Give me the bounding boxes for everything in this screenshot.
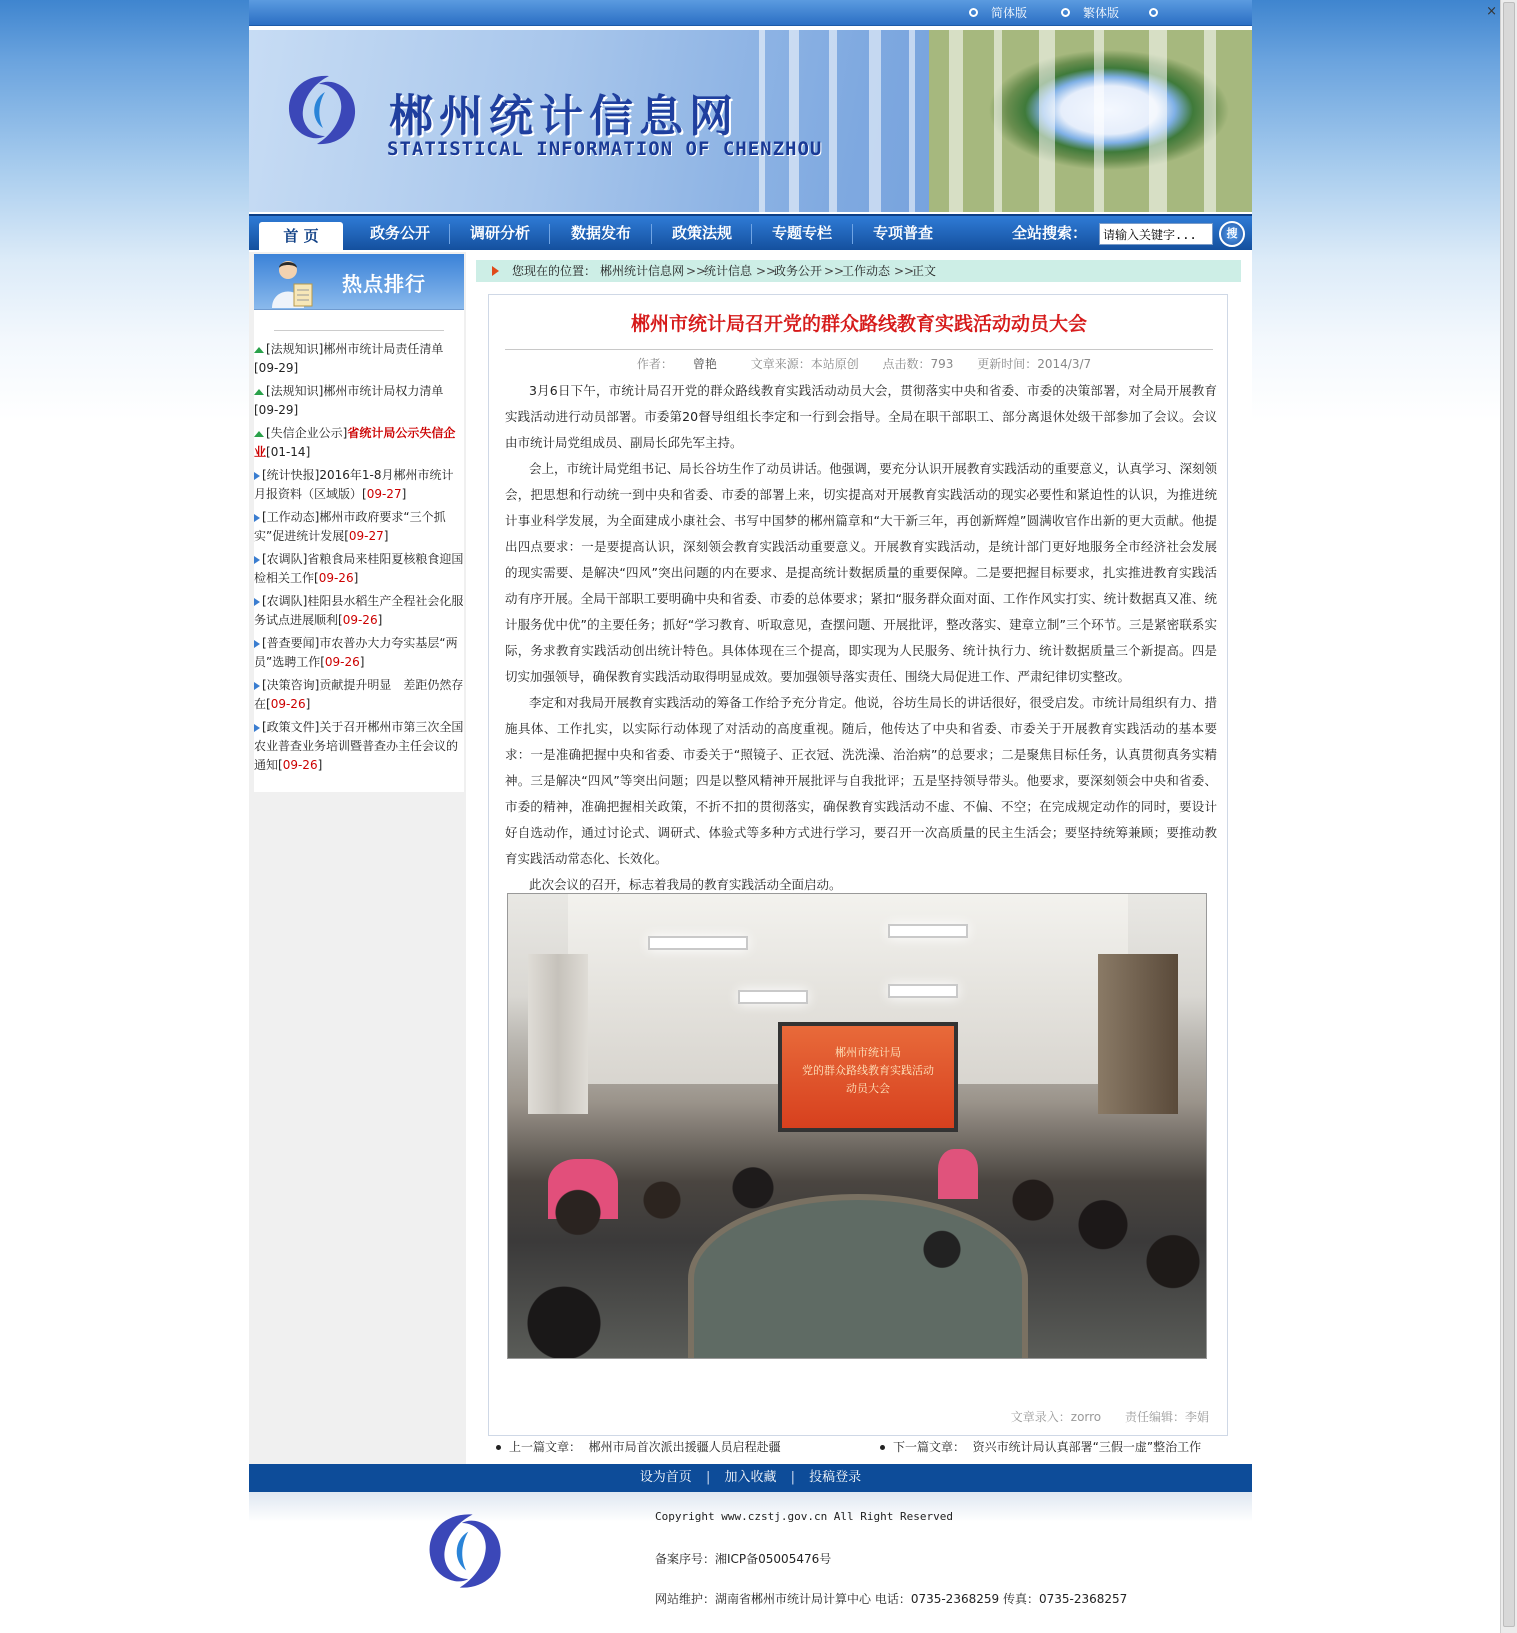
bullet-icon (496, 1445, 501, 1450)
search-button[interactable]: 搜 (1219, 221, 1245, 247)
banner-stripe (1204, 30, 1216, 212)
hot-ranking-title: 热点排行 (342, 272, 426, 296)
breadcrumb-item-current: 正文 (912, 264, 937, 278)
banner-stripe (949, 30, 963, 212)
arrow-right-icon (254, 682, 260, 690)
list-item[interactable]: [工作动态]郴州市政府要求“三个抓实”促进统计发展[09-27] (254, 510, 446, 543)
arrow-right-icon (254, 598, 260, 606)
nav-item-research[interactable]: 调研分析 (469, 224, 530, 242)
submission-login-link[interactable]: 投稿登录 (809, 1470, 862, 1485)
banner-stripe (869, 30, 881, 212)
banner-stripe (1149, 30, 1167, 212)
main-nav (249, 214, 1252, 250)
breadcrumb-separator: >> (756, 264, 777, 278)
nav-item-special-topics[interactable]: 专题专栏 (771, 224, 832, 242)
breadcrumb-item-statistics[interactable]: 统计信息 (704, 264, 753, 278)
site-title: 郴州统计信息网 (389, 91, 739, 142)
meeting-photo (507, 893, 1207, 1359)
breadcrumb-separator: >> (824, 264, 845, 278)
list-item[interactable]: [失信企业公示]省统计局公示失信企业[01-14] (254, 426, 456, 459)
article-credits (991, 1408, 1209, 1425)
breadcrumb-item-work-news[interactable]: 工作动态 (842, 264, 891, 278)
hot-ranking-header (254, 254, 464, 310)
breadcrumb-item-home[interactable]: 郴州统计信息网 (600, 264, 685, 278)
nav-separator (549, 224, 550, 244)
person-reading-icon (270, 258, 316, 308)
arrow-right-icon (254, 556, 260, 564)
arrow-right-icon (254, 514, 260, 522)
page-container (249, 0, 1252, 1616)
trend-up-icon (254, 431, 264, 437)
arrow-right-icon (254, 724, 260, 732)
paragraph: 此次会议的召开，标志着我局的教育实践活动全面启动。 (529, 877, 842, 892)
footer-separator: | (790, 1470, 796, 1485)
breadcrumb-separator: >> (686, 264, 707, 278)
close-icon[interactable]: × (1486, 4, 1497, 19)
list-item[interactable]: [农调队]桂阳县水稻生产全程社会化服务试点进展顺利[09-26] (254, 594, 464, 627)
bullet-icon (1061, 8, 1070, 17)
article-source: 文章来源：本站原创 (750, 357, 859, 371)
paragraph: 3月6日下午，市统计局召开党的群众路线教育实践活动动员大会，贯彻落实中央和省委、市委的决策部署，对全局开展教育实践活动进行动员部署。市委第20督导组组长李定和一行到会指导。全局在职干部职工、部分离退休处级干部参加了会议。会议由市统计局党组成员、副局长邱先军主持。 (505, 383, 1217, 450)
article-body (505, 378, 1217, 898)
bullet-icon (969, 8, 978, 17)
paragraph: 李定和对我局开展教育实践活动的筹备工作给予充分肯定。他说，谷坊生局长的讲话很好，很受启发。市统计局组织有力、措施具体、工作扎实，以实际行动体现了对活动的高度重视。随后，他传达了中央和省委、市委关于开展教育实践活动的基本要求：一是准确把握中央和省委、市委关于“照镜子、正衣冠、洗洗澡、治治病”的总要求；二是聚焦目标任务，认真贯彻真务实精神。三是解决“四风”等突出问题；四是以整风精神开展批评与自我批评；五是坚持领导带头。他要求，要深刻领会中央和省委、市委的精神，准确把握相关政策，不折不扣的贯彻落实，确保教育实践活动不虚、不偏、不空；在完成规定动作的同时，要设计好自选动作，通过讨论式、调研式、体验式等多种方式进行学习，要召开一次高质量的民主生活会；要坚持统筹兼顾；要推动教育实践活动常态化、长效化。 (505, 695, 1217, 866)
arrow-right-icon (254, 472, 260, 480)
editor: 责任编辑：李娟 (1124, 1410, 1209, 1424)
prev-article-link[interactable]: 上一篇文章： 郴州市局首次派出援疆人员启程赴疆 (496, 1436, 781, 1458)
banner-stripe (994, 30, 1002, 212)
footer (249, 1492, 1252, 1616)
footer-separator: | (705, 1470, 711, 1485)
article (488, 294, 1228, 1436)
list-item[interactable]: [法规知识]郴州市统计局责任清单 [09-29] (254, 342, 444, 375)
breadcrumb (476, 260, 1241, 282)
list-item[interactable]: [法规知识]郴州市统计局权力清单 [09-29] (254, 384, 444, 417)
banner-stripe (829, 30, 837, 212)
banner-stripe (909, 30, 915, 212)
banner-stripe (759, 30, 765, 212)
search-label: 全站搜索： (1012, 224, 1088, 242)
icp-record: 备案序号：湘ICP备05005476号 (655, 1552, 832, 1566)
prev-next-nav (488, 1436, 1238, 1458)
footer-links (249, 1464, 1252, 1492)
breadcrumb-item-affairs[interactable]: 政务公开 (774, 264, 823, 278)
attendees (508, 1114, 1207, 1359)
list-item[interactable]: [决策咨询]贡献提升明显 差距仍然存在[09-26] (254, 678, 464, 711)
projection-screen: 郴州市统计局 党的群众路线教育实践活动 动员大会 (778, 1022, 958, 1132)
vertical-scrollbar[interactable] (1500, 0, 1517, 1633)
set-homepage-link[interactable]: 设为首页 (639, 1470, 692, 1485)
nav-item-data-release[interactable]: 数据发布 (570, 224, 631, 242)
site-logo-icon (421, 1508, 507, 1594)
nav-item-home[interactable]: 首 页 (259, 222, 343, 250)
curtain (528, 954, 588, 1114)
banner-stripe (1039, 30, 1055, 212)
top-bar (249, 0, 1252, 26)
banner-stripe (789, 30, 799, 212)
site-logo-icon (281, 70, 361, 150)
list-item[interactable]: [普查要闻]市农普办大力夸实基层“两员”选聘工作[09-26] (254, 636, 458, 669)
site-subtitle: STATISTICAL INFORMATION OF CHENZHOU (387, 138, 823, 160)
nav-item-government-affairs[interactable]: 政务公开 (369, 224, 430, 242)
article-title: 郴州市统计局召开党的群众路线教育实践活动动员大会 (630, 313, 1087, 335)
breadcrumb-separator: >> (894, 264, 915, 278)
scrollbar-thumb[interactable] (1503, 2, 1515, 1627)
click-count: 点击数：793 (882, 357, 954, 371)
next-article-link[interactable]: 下一篇文章： 资兴市统计局认真部署“三假一虚”整治工作 (880, 1436, 1201, 1458)
search-input[interactable] (1099, 223, 1213, 245)
location-marker-icon (492, 266, 499, 276)
entry-by: 文章录入：zorro (1010, 1410, 1102, 1424)
trend-up-icon (254, 389, 264, 395)
paragraph: 会上，市统计局党组书记、局长谷坊生作了动员讲话。他强调，要充分认识开展教育实践活动的重要意义，认真学习、深刻领会，把思想和行动统一到中央和省委、市委的部署上来，切实提高对开展教育实践活动的现实必要性和紧迫性的认识，为推进统计事业科学发展，为全面建成小康社会、书写中国梦的郴州篇章和“大干新三年，再创新辉煌”圆满收官作出新的更大贡献。他提出四点要求：一是要提高认识，深刻领会教育实践活动重要意义。开展教育实践活动，是统计部门更好地服务全市经济社会发展的现实需要、是解决“四风”突出问题的内在要求、是提高统计数据质量的重要保障。二是要把握目标要求，扎实推进教育实践活动有序开展。全局干部职工要明确中央和省委、市委的总体要求；紧扣“服务群众面对面、工作作风实打实、统计数据真又准、统计服务优中优”的主要任务；抓好“学习教育、听取意见，查摆问题、开展批评，整改落实、建章立制”三个环节。三是紧密联系实际，务求教育实践活动创出统计特色。具体体现在三个提高，即实现为人民服务、统计执行力、统计数据质量三个新提高。四是切实加强领导，确保教育实践活动取得明显成效。要加强领导落实责任、围绕大局促进工作、严肃纪律切实整改。 (505, 461, 1217, 684)
list-item[interactable]: [农调队]省粮食局来桂阳夏核粮食迎国检相关工作[09-26] (254, 552, 464, 585)
author: 作者： 曾艳 (636, 357, 717, 371)
ceiling-lamp (888, 984, 958, 998)
ceiling-lamp (738, 990, 808, 1004)
nav-item-census[interactable]: 专项普查 (872, 224, 933, 242)
bullet-icon (880, 1445, 885, 1450)
add-favorite-link[interactable]: 加入收藏 (724, 1470, 777, 1485)
hot-ranking-list (254, 310, 464, 792)
nav-item-policies[interactable]: 政策法规 (671, 224, 732, 242)
ceiling-lamp (648, 936, 748, 950)
doorway (1098, 954, 1178, 1114)
banner-stripe (1094, 30, 1104, 212)
simplified-chinese-link[interactable]: 简体版 (991, 6, 1028, 20)
trend-up-icon (254, 347, 264, 353)
arrow-right-icon (254, 640, 260, 648)
list-item[interactable]: [政策文件]关于召开郴州市第三次全国农业普查业务培训暨普查办主任会议的通知[09-26] (254, 720, 464, 772)
list-item[interactable]: [统计快报]2016年1-8月郴州市统计月报资料（区域版）[09-27] (254, 468, 454, 501)
sidebar (249, 252, 466, 1464)
divider (505, 349, 1213, 350)
bullet-icon (1149, 8, 1158, 17)
divider (274, 330, 444, 331)
traditional-chinese-link[interactable]: 繁体版 (1083, 6, 1120, 20)
copyright: Copyright www.czstj.gov.cn All Right Reserved (655, 1510, 954, 1523)
ceiling-lamp (888, 924, 968, 938)
update-time: 更新时间：2014/3/7 (977, 357, 1092, 371)
header-banner (249, 30, 1252, 212)
article-meta (489, 355, 1229, 372)
maintenance-info: 网站维护：湖南省郴州市统计局计算中心 电话：0735-2368259 传真：0735-2368257 (655, 1592, 1128, 1606)
breadcrumb-prefix: 您现在的位置： (512, 264, 597, 278)
